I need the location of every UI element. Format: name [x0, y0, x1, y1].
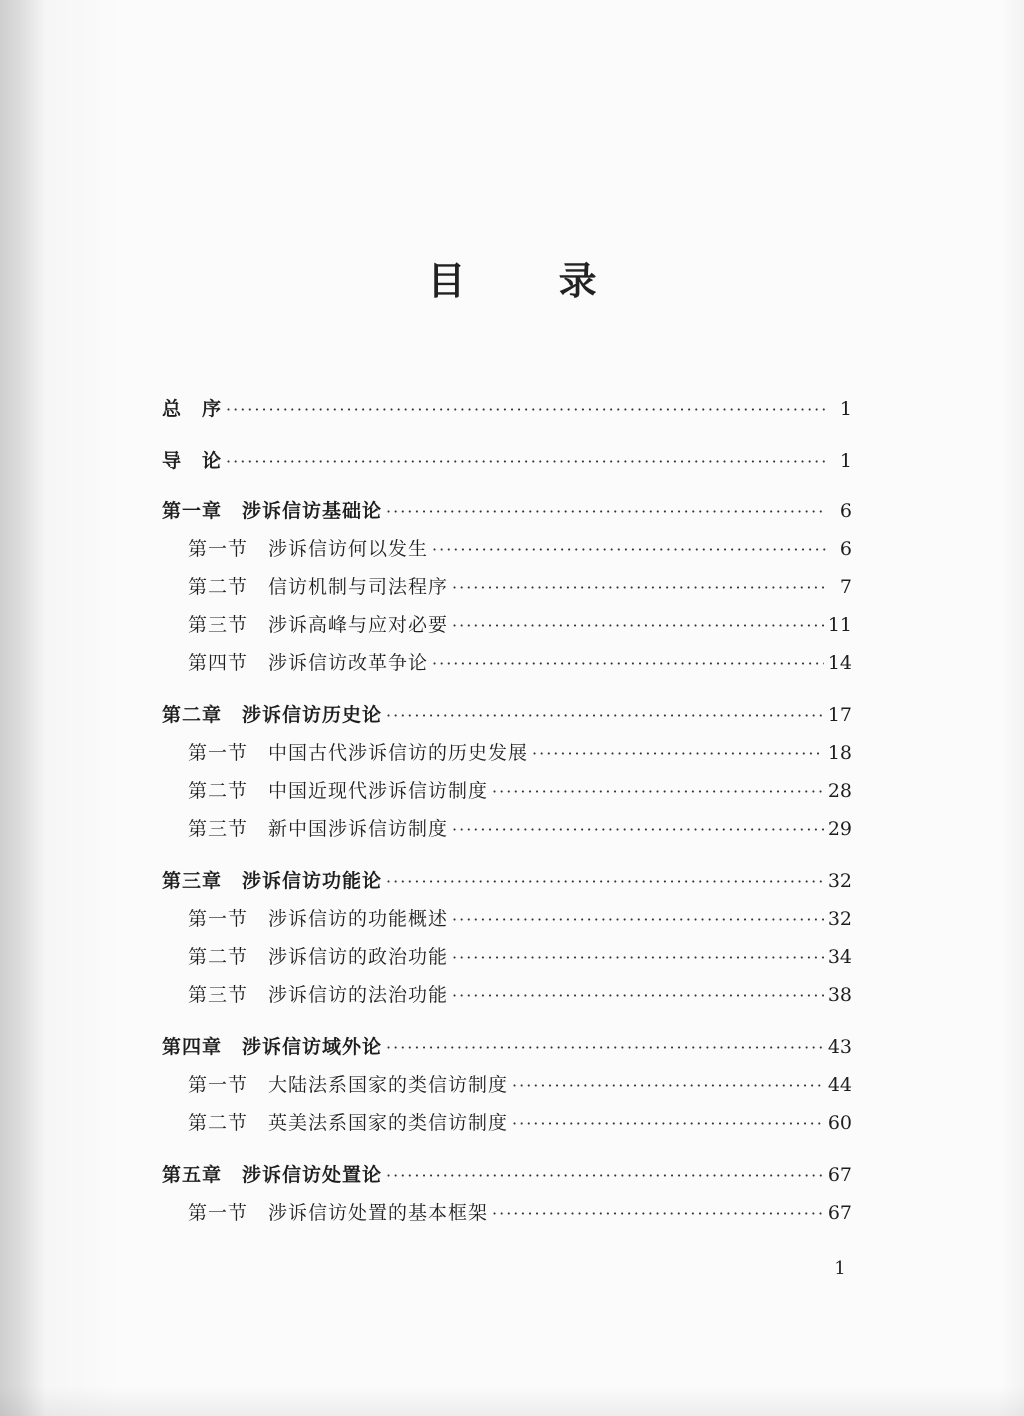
toc-entry-label: 第五章 涉诉信访处置论 — [162, 1164, 383, 1186]
toc-entry-chapter-3 — [162, 866, 852, 896]
toc-entry-page: 7 — [839, 576, 852, 598]
toc-entry-page: 28 — [827, 780, 852, 802]
toc-entry-label: 第一节 涉诉信访的功能概述 — [188, 908, 449, 930]
toc-entry-page: 34 — [827, 946, 852, 968]
toc-entry-page: 18 — [827, 742, 852, 764]
toc-entry-label: 第四章 涉诉信访域外论 — [162, 1036, 383, 1058]
toc-entry-chapter-5 — [162, 1160, 852, 1190]
toc-entry-section — [188, 904, 852, 934]
toc-entry-chapter-4 — [162, 1032, 852, 1062]
leader-dots — [432, 540, 826, 559]
toc-entry-section — [188, 648, 852, 678]
toc-entry-page: 6 — [839, 500, 852, 522]
page-title: 目 录 — [427, 258, 637, 303]
leader-dots — [452, 948, 824, 967]
toc-entry-section — [188, 1070, 852, 1100]
toc-entry-page: 38 — [827, 984, 852, 1006]
toc-entry-page: 11 — [827, 614, 852, 636]
toc-entry-label: 第三节 涉诉信访的法治功能 — [188, 984, 449, 1006]
toc-entry-label: 第一节 大陆法系国家的类信访制度 — [188, 1074, 509, 1096]
toc-entry-page: 17 — [827, 704, 852, 726]
toc-entry-label: 第二节 中国近现代涉诉信访制度 — [188, 780, 489, 802]
toc-entry-section — [188, 572, 852, 602]
leader-dots — [452, 578, 826, 597]
toc-entry-label: 第一节 涉诉信访处置的基本框架 — [188, 1202, 489, 1224]
toc-entry-label: 第一节 涉诉信访何以发生 — [188, 538, 429, 560]
toc-entry-introduction — [162, 446, 852, 476]
leader-dots — [386, 502, 826, 521]
leader-dots — [532, 744, 824, 763]
toc-entry-label: 第二节 涉诉信访的政治功能 — [188, 946, 449, 968]
leader-dots — [452, 820, 824, 839]
toc-entry-label: 第二节 英美法系国家的类信访制度 — [188, 1112, 509, 1134]
toc-entry-label: 第三节 新中国涉诉信访制度 — [188, 818, 449, 840]
toc-entry-preface — [162, 394, 852, 424]
toc-entry-page: 6 — [839, 538, 852, 560]
toc-entry-label: 第三节 涉诉高峰与应对必要 — [188, 614, 449, 636]
leader-dots — [512, 1114, 824, 1133]
toc-entry-label: 导 论 — [162, 450, 223, 472]
toc-entry-label: 第二节 信访机制与司法程序 — [188, 576, 449, 598]
leader-dots — [452, 910, 824, 929]
toc-entry-page: 44 — [827, 1074, 852, 1096]
page-number: 1 — [834, 1258, 846, 1279]
leader-dots — [386, 1038, 824, 1057]
toc-entry-page: 14 — [827, 652, 852, 674]
leader-dots — [512, 1076, 824, 1095]
toc-entry-section — [188, 942, 852, 972]
leader-dots — [386, 1166, 824, 1185]
toc-entry-page: 29 — [827, 818, 852, 840]
toc-entry-chapter-1 — [162, 496, 852, 526]
toc-entry-section — [188, 738, 852, 768]
toc-entry-page: 60 — [827, 1112, 852, 1134]
leader-dots — [492, 782, 824, 801]
leader-dots — [432, 654, 824, 673]
toc-entry-chapter-2 — [162, 700, 852, 730]
toc-entry-label: 第一节 中国古代涉诉信访的历史发展 — [188, 742, 529, 764]
toc-entry-page: 32 — [827, 870, 852, 892]
toc-entry-section — [188, 1198, 852, 1228]
toc-entry-label: 第四节 涉诉信访改革争论 — [188, 652, 429, 674]
toc-entry-label: 第一章 涉诉信访基础论 — [162, 500, 383, 522]
toc-entry-label: 第二章 涉诉信访历史论 — [162, 704, 383, 726]
leader-dots — [386, 872, 824, 891]
leader-dots — [452, 616, 824, 635]
toc-entry-page: 1 — [839, 450, 852, 472]
toc-entry-page: 67 — [827, 1164, 852, 1186]
toc-entry-page: 67 — [827, 1202, 852, 1224]
leader-dots — [386, 706, 824, 725]
leader-dots — [226, 452, 826, 471]
toc-entry-page: 1 — [839, 398, 852, 420]
leader-dots — [226, 400, 826, 419]
toc-entry-page: 32 — [827, 908, 852, 930]
toc-entry-section — [188, 776, 852, 806]
toc-entry-section — [188, 814, 852, 844]
leader-dots — [452, 986, 824, 1005]
toc-entry-section — [188, 534, 852, 564]
toc-entry-label: 第三章 涉诉信访功能论 — [162, 870, 383, 892]
leader-dots — [492, 1204, 824, 1223]
toc-entry-section — [188, 980, 852, 1010]
toc-entry-label: 总 序 — [162, 398, 223, 420]
toc-entry-page: 43 — [827, 1036, 852, 1058]
toc-entry-section — [188, 1108, 852, 1138]
toc-entry-section — [188, 610, 852, 640]
